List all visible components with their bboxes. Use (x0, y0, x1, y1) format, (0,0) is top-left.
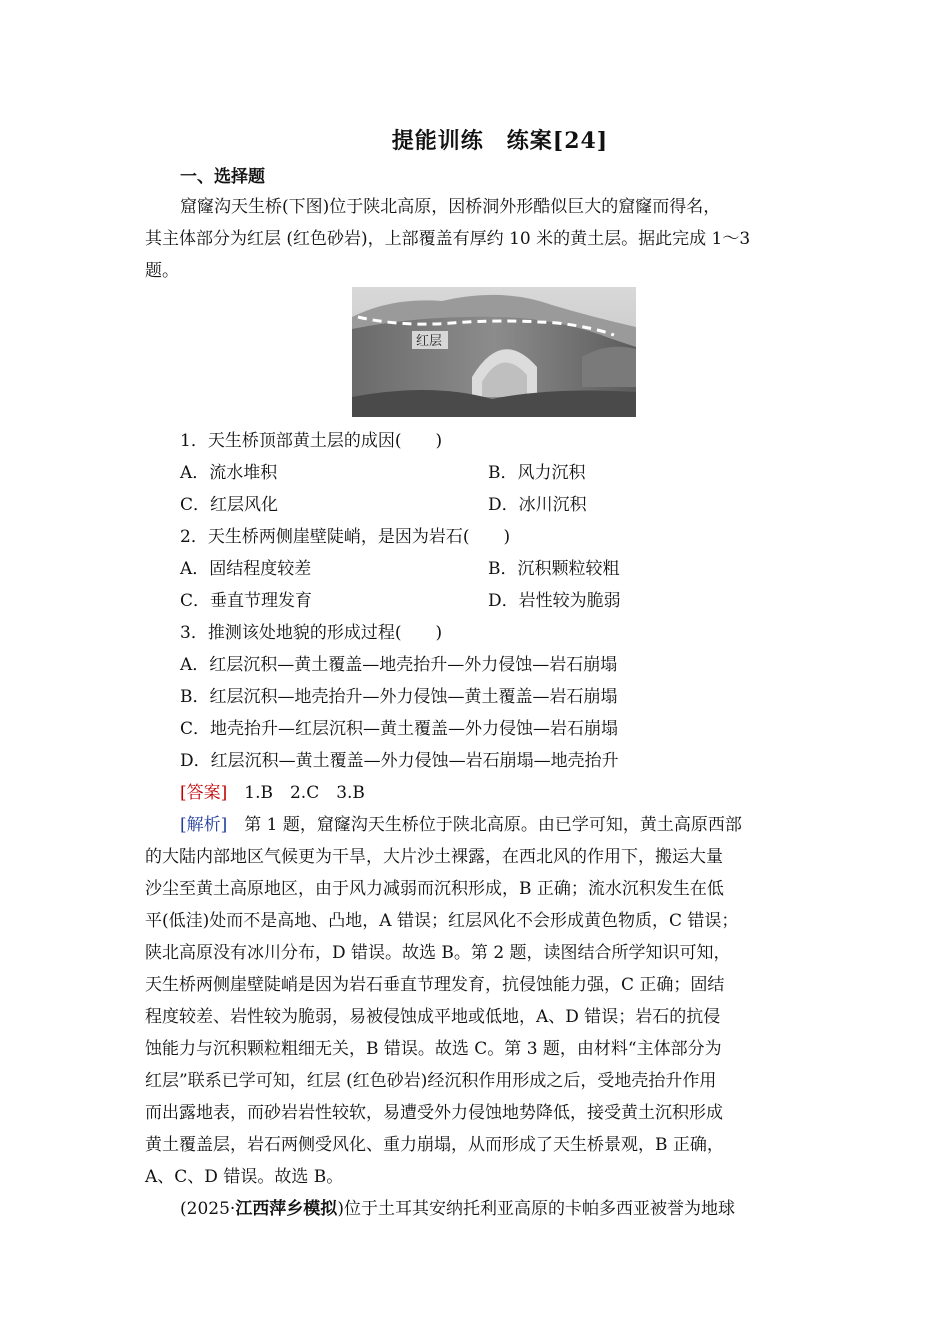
answer-tag: [答案] (180, 783, 228, 803)
question-3-option-c: C．地壳抬升—红层沉积—黄土覆盖—外力侵蚀—岩石崩塌 (180, 719, 619, 739)
question-2-option-a: A．固结程度较差 (180, 559, 312, 579)
question-3-option-b: B．红层沉积—地壳抬升—外力侵蚀—黄土覆盖—岩石崩塌 (180, 687, 618, 707)
next-material-source: 江西萍乡模拟 (235, 1199, 338, 1219)
question-2-option-c: C．垂直节理发育 (180, 591, 313, 611)
question-2-option-d: D．岩性较为脆弱 (488, 591, 621, 611)
analysis-line-6: 天生桥两侧崖壁陡峭是因为岩石垂直节理发育，抗侵蚀能力强，C 正确；固结 (145, 975, 725, 995)
question-1-option-c: C．红层风化 (180, 495, 279, 515)
analysis-line-5: 陕北高原没有冰川分布，D 错误。故选 B。第 2 题，读图结合所学知识可知， (145, 943, 731, 963)
question-3-option-a: A．红层沉积—黄土覆盖—地壳抬升—外力侵蚀—岩石崩塌 (180, 655, 618, 675)
analysis-line-11: 黄土覆盖层，岩石两侧受风化、重力崩塌，从而形成了天生桥景观，B 正确， (145, 1135, 724, 1155)
analysis-tag: [解析] (180, 815, 228, 835)
section-heading: 一、选择题 (180, 167, 265, 187)
analysis-line-1 (180, 814, 742, 836)
analysis-line-8: 蚀能力与沉积颗粒粗细无关，B 错误。故选 C。第 3 题，由材料“主体部分为 (145, 1039, 722, 1059)
analysis-text-1: 第 1 题，窟窿沟天生桥位于陕北高原。由已学可知，黄土高原西部 (244, 815, 742, 835)
question-1-option-d: D．冰川沉积 (488, 495, 587, 515)
analysis-line-10: 而出露地表，而砂岩岩性较软，易遭受外力侵蚀地势降低，接受黄土沉积形成 (145, 1103, 723, 1123)
question-1-option-a: A．流水堆积 (180, 463, 278, 483)
natural-bridge-photo (352, 287, 636, 417)
next-material-line (180, 1198, 735, 1220)
question-3-option-d: D．红层沉积—黄土覆盖—外力侵蚀—岩石崩塌—地壳抬升 (180, 751, 619, 771)
answer-line (180, 782, 365, 804)
analysis-line-2: 的大陆内部地区气候更为干旱，大片沙土裸露，在西北风的作用下，搬运大量 (145, 847, 723, 867)
question-2-option-b: B．沉积颗粒较粗 (488, 559, 620, 579)
analysis-line-4: 平(低洼)处而不是高地、凸地，A 错误；红层风化不会形成黄色物质，C 错误； (145, 911, 739, 931)
question-1-stem: 1．天生桥顶部黄土层的成因( ) (180, 431, 443, 451)
material-line-2: 其主体部分为红层 (红色砂岩)，上部覆盖有厚约 10 米的黄土层。据此完成 1～3 (145, 229, 751, 249)
analysis-line-9: 红层”联系已学可知，红层 (红色砂岩)经沉积作用形成之后，受地壳抬升作用 (145, 1071, 717, 1091)
question-2-stem: 2．天生桥两侧崖壁陡峭，是因为岩石( ) (180, 527, 511, 547)
page-title: 提能训练 练案[24] (391, 128, 609, 154)
answer-text: 1.B 2.C 3.B (244, 783, 365, 803)
material-line-1: 窟窿沟天生桥(下图)位于陕北高原，因桥洞外形酷似巨大的窟窿而得名， (180, 197, 721, 217)
analysis-line-12: A、C、D 错误。故选 B。 (145, 1167, 344, 1187)
analysis-line-7: 程度较差、岩性较为脆弱，易被侵蚀成平地或低地，A、D 错误；岩石的抗侵 (145, 1007, 721, 1027)
photo-label-red-layer: 红层 (416, 334, 443, 349)
analysis-line-3: 沙尘至黄土高原地区，由于风力减弱而沉积形成，B 正确；流水沉积发生在低 (145, 879, 724, 899)
question-3-stem: 3．推测该处地貌的形成过程( ) (180, 623, 443, 643)
question-1-option-b: B．风力沉积 (488, 463, 586, 483)
next-material-prefix: (2025· (180, 1199, 236, 1219)
material-line-3: 题。 (145, 261, 179, 281)
next-material-text: )位于土耳其安纳托利亚高原的卡帕多西亚被誉为地球 (337, 1199, 735, 1219)
